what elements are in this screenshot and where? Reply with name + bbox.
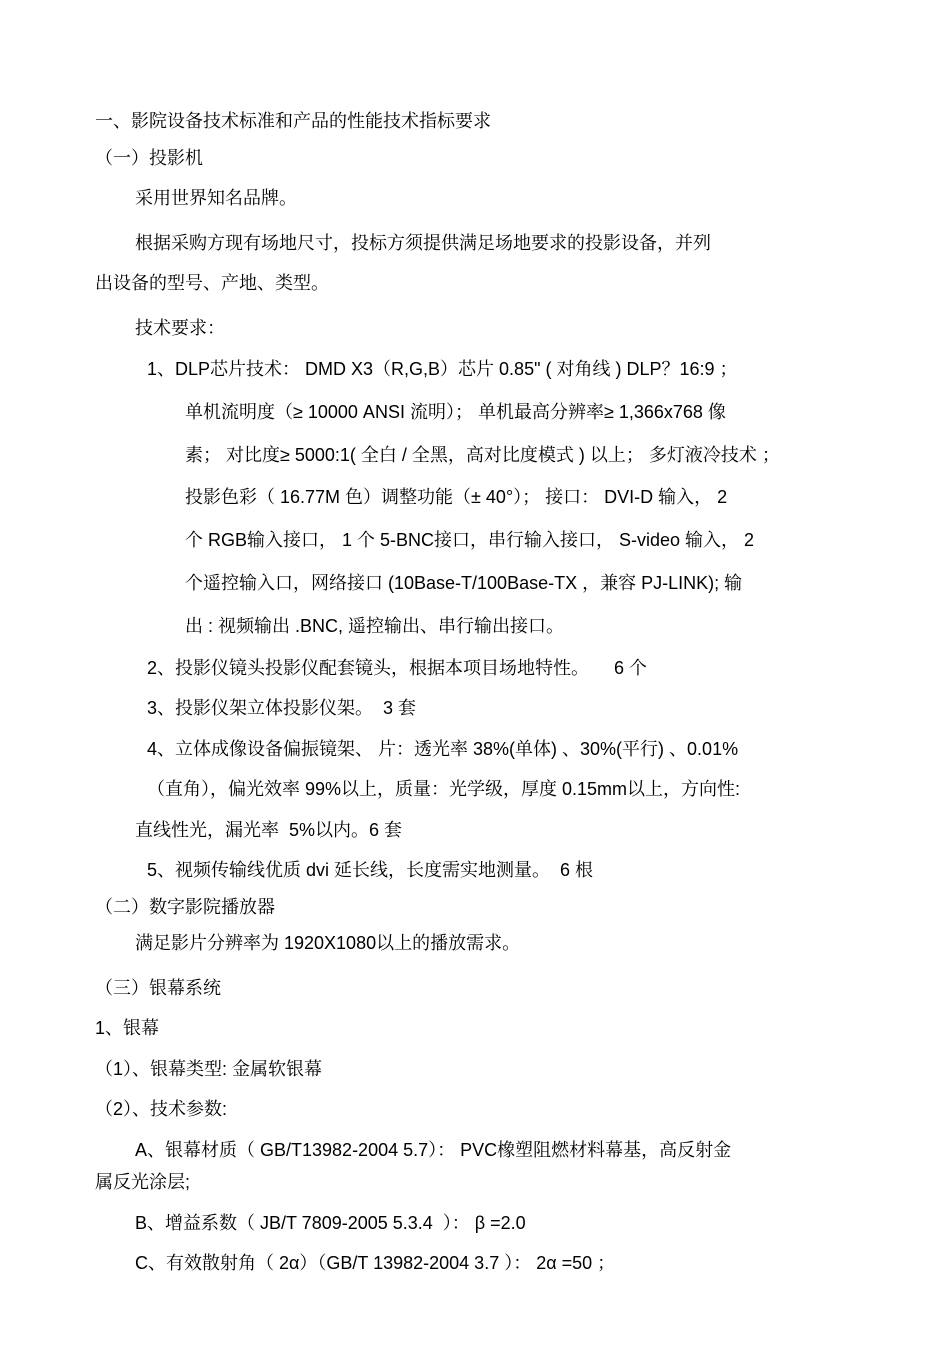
subsection-projector: （一）投影机: [95, 147, 203, 168]
param-a-line1: A、银幕材质（ GB/T13982-2004 5.7）： PVC橡塑阻燃材料幕基，高反射金: [135, 1139, 732, 1160]
tech-item-4-line3: 直线性光，漏光率 5%以内。6 套: [135, 819, 403, 840]
tech-item-4-line1: 4、立体成像设备偏振镜架、 片：透光率 38%(单体) 、30%(平行) 、0.01%: [147, 738, 739, 759]
heading-section-one: 一、影院设备技术标准和产品的性能技术指标要求: [95, 111, 491, 131]
tech-item-1-line2: 单机流明度（≥ 10000 ANSI 流明）； 单机最高分辨率≥ 1,366x768 像: [185, 401, 726, 422]
subsection-screen-system: （三）银幕系统: [95, 977, 221, 998]
tech-item-3: 3、投影仪架立体投影仪架。 3 套: [147, 698, 417, 719]
tech-item-5: 5、视频传输线优质 dvi 延长线，长度需实地测量。 6 根: [147, 860, 594, 881]
tech-item-4-line2: （直角），偏光效率 99%以上，质量：光学级，厚度 0.15mm以上，方向性:: [147, 779, 741, 800]
tech-item-2: 2、投影仪镜头投影仪配套镜头，根据本项目场地特性。 6 个: [147, 657, 648, 678]
tech-item-1: [95, 357, 855, 639]
screen-item-1-2: （2）、技术参数:: [95, 1099, 228, 1120]
param-b: B、增益系数（ JB/T 7809-2005 5.3.4 ）： β =2.0: [135, 1212, 526, 1233]
tech-item-1-line5: 个 RGB输入接口， 1 个 5-BNC接口，串行输入接口， S-video 输入， 2: [185, 530, 755, 551]
param-c: [95, 1252, 855, 1275]
subsection-player: （二）数字影院播放器: [95, 896, 275, 917]
paragraph-site-line2: 出设备的型号、产地、类型。: [95, 273, 329, 293]
tech-item-1-line3: 素； 对比度≥ 5000:1( 全白 / 全黑，高对比度模式 ) 以上； 多灯液冷技术 ；: [185, 444, 780, 465]
paragraph-resolution: 满足影片分辨率为 1920X1080以上的播放需求。: [135, 933, 521, 954]
tech-item-1-line4: 投影色彩（ 16.77M 色）调整功能（± 40°）； 接口： DVI-D 输入， 2: [185, 487, 728, 508]
tech-item-1-line1: 1、DLP芯片技术： DMD X3（R,G,B）芯片 0.85" ( 对角线 ) DLP？16:9 ；: [147, 359, 738, 379]
param-c-text: C、有效散射角（ 2α）（GB/T 13982-2004 3.7 ）： 2α =50 ；: [135, 1253, 616, 1274]
tech-item-1-line7: 出 : 视频输出 .BNC, 遥控输出、串行输出接口。: [185, 615, 565, 636]
screen-item-1-1: （1）、银幕类型: 金属软银幕: [95, 1058, 323, 1079]
paragraph-site-line1: 根据采购方现有场地尺寸，投标方须提供满足场地要求的投影设备，并列: [135, 232, 711, 253]
screen-item-1: 1、银幕: [95, 1018, 160, 1039]
paragraph-brand: 采用世界知名品牌。: [135, 188, 297, 208]
paragraph-tech-label: 技术要求：: [135, 317, 225, 338]
tech-item-1-line6: 个遥控输入口，网络接口 (10Base-T/100Base-TX ，兼容 PJ-LINK); 输: [185, 573, 743, 594]
param-a-line2: 属反光涂层;: [95, 1172, 191, 1193]
